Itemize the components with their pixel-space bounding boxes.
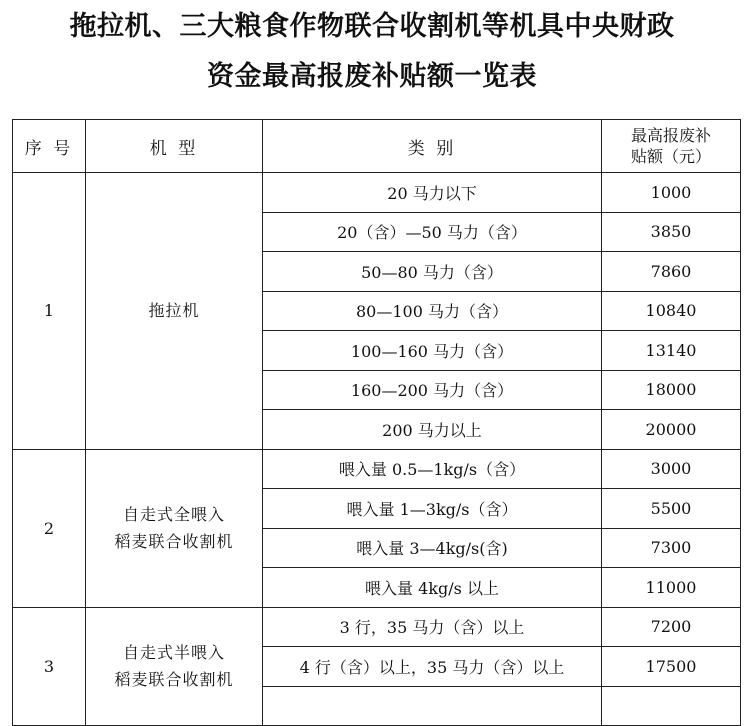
- header-amount-line-2: 贴额（元）: [630, 147, 711, 166]
- group-1-model-line-1: 拖拉机: [148, 301, 200, 321]
- category-cell: 20 马力以下: [263, 173, 602, 213]
- amount-cell: 20000: [602, 410, 741, 450]
- cutoff-cell: [602, 686, 741, 726]
- header-amount-line-1: 最高报废补: [630, 126, 711, 145]
- table-header-row: [13, 120, 741, 173]
- table-row: [13, 449, 741, 489]
- header-model: 机 型: [86, 120, 263, 173]
- group-2-model: [86, 449, 263, 607]
- group-3-model-line-2: 稻麦联合收割机: [114, 670, 234, 690]
- document-title-line-2: 资金最高报废补贴额一览表: [207, 61, 537, 92]
- amount-cell: 11000: [602, 568, 741, 608]
- category-cell: 20（含）—50 马力（含）: [263, 212, 602, 252]
- header-category: 类 别: [263, 120, 602, 173]
- amount-cell: 7200: [602, 607, 741, 647]
- amount-cell: 5500: [602, 489, 741, 529]
- amount-cell: 17500: [602, 647, 741, 687]
- category-cell: 喂入量 3—4kg/s(含): [263, 528, 602, 568]
- category-cell: 3 行，35 马力（含）以上: [263, 607, 602, 647]
- table-row: [13, 173, 741, 213]
- header-amount: [602, 120, 741, 173]
- group-3-model: [86, 607, 263, 726]
- category-cell: 喂入量 4kg/s 以上: [263, 568, 602, 608]
- amount-cell: 3000: [602, 449, 741, 489]
- amount-cell: 7300: [602, 528, 741, 568]
- group-2-model-line-1: 自走式全喂入: [122, 505, 225, 524]
- document-title-line-1: 拖拉机、三大粮食作物联合收割机等机具中央财政: [69, 11, 675, 42]
- subsidy-table: [12, 119, 741, 726]
- category-cell: 喂入量 1—3kg/s（含）: [263, 489, 602, 529]
- group-2-model-line-2: 稻麦联合收割机: [114, 532, 234, 551]
- table-row: [13, 607, 741, 647]
- group-2-number: 2: [13, 449, 86, 607]
- group-1-model: [86, 173, 263, 450]
- amount-cell: 10840: [602, 291, 741, 331]
- amount-cell: 3850: [602, 212, 741, 252]
- category-cell: 200 马力以上: [263, 410, 602, 450]
- header-no: 序 号: [13, 120, 86, 173]
- category-cell: 80—100 马力（含）: [263, 291, 602, 331]
- amount-cell: 7860: [602, 252, 741, 292]
- group-3-model-line-1: 自走式半喂入: [122, 643, 225, 663]
- category-cell: 100—160 马力（含）: [263, 331, 602, 371]
- amount-cell: 13140: [602, 331, 741, 371]
- category-cell: 50—80 马力（含）: [263, 252, 602, 292]
- category-cell: 160—200 马力（含）: [263, 370, 602, 410]
- category-cell: 4 行（含）以上，35 马力（含）以上: [263, 647, 602, 687]
- cutoff-cell: [263, 686, 602, 726]
- category-cell: 喂入量 0.5—1kg/s（含）: [263, 449, 602, 489]
- amount-cell: 1000: [602, 173, 741, 213]
- amount-cell: 18000: [602, 370, 741, 410]
- group-3-number: 3: [13, 607, 86, 726]
- group-1-number: 1: [13, 173, 86, 450]
